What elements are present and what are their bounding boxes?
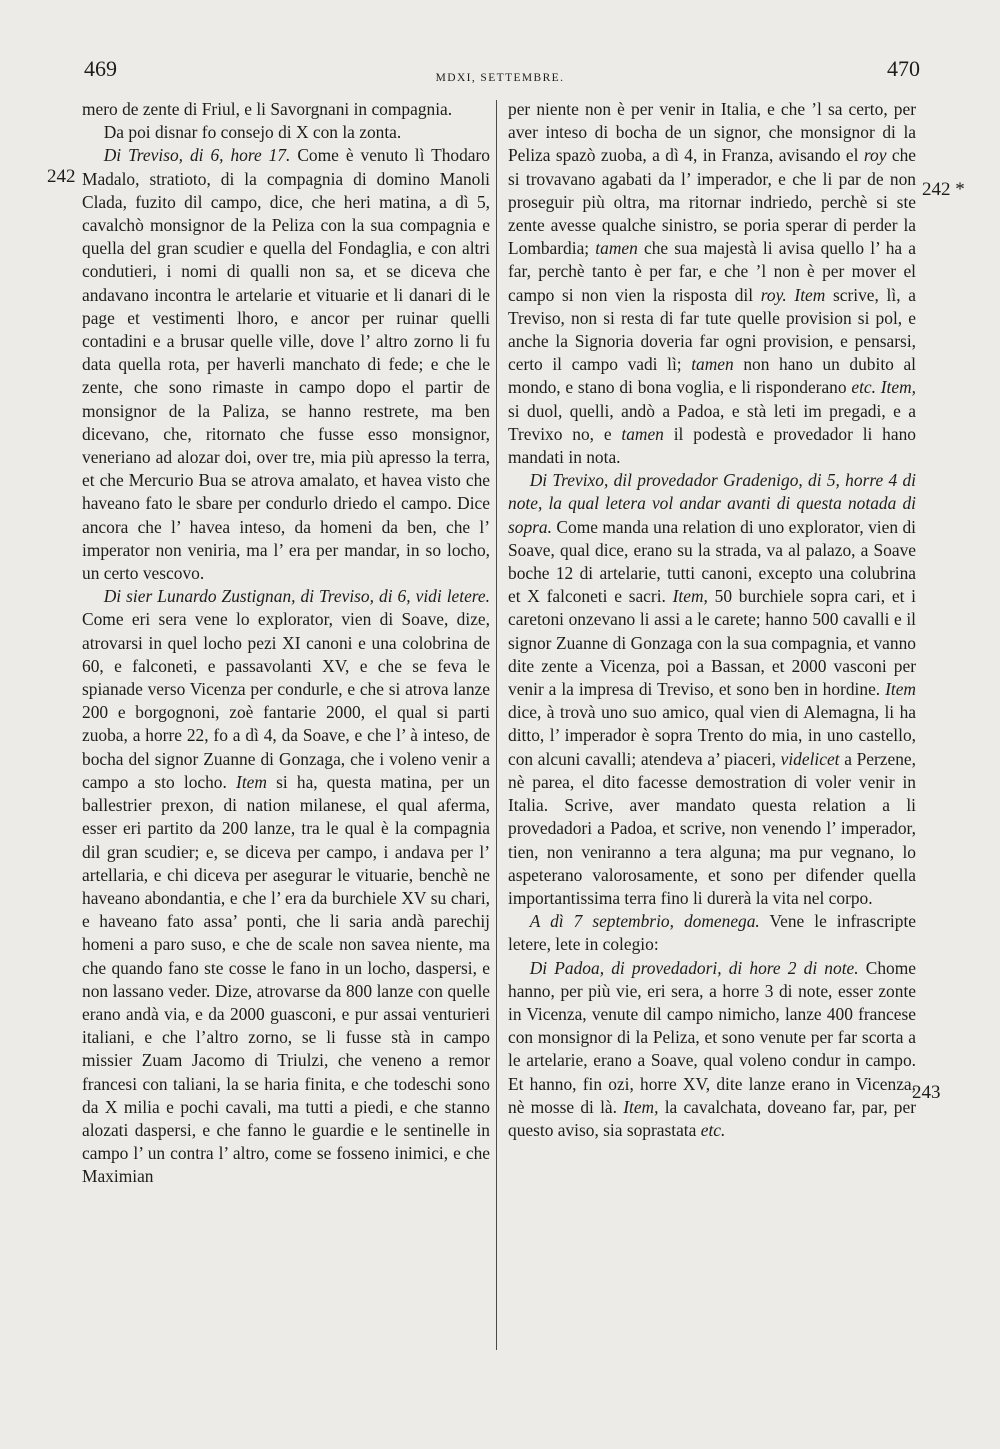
- paragraph: per niente non è per venir in Italia, e che ’l sa certo, per aver inteso di bocha de un signor, che monsignor di la Peliza spazò zuoba, a dì 4, in Franza, avisando el roy che si trovavano agabati da l’ imperador, e che li par de non proseguir più oltra, ma ritornar indriedo, perchè si ste zente avesse qualche sinistro, se poria sperar di perder la Lombardia; tamen che sua majestà li avisa quello l’ ha a far, perchè tanto è per far, e che ’l non è per mover el campo si non vien la risposta dil roy. Item scrive, lì, a Treviso, non si resta di far tute quelle provision si pol, e anche la Signoria doveria far ogni provision, e pensarsi, certo il campo vadi lì; tamen non hano un dubito al mondo, e stano di bona voglia, e li risponderano etc. Item, si duol, quelli, andò a Padoa, e stà leti im pregadi, e a Trevixo no, e tamen il podestà e provedador li hano mandati in nota.: [508, 99, 917, 468]
- right-column: [508, 98, 916, 1142]
- letter-heading: Di Padoa, di provedadori, di hore 2 di note.: [529, 957, 859, 978]
- letter-heading: Di Treviso, di 6, hore 17.: [103, 145, 291, 166]
- column-divider: [496, 100, 497, 1350]
- left-column: [82, 98, 490, 1189]
- paragraph: Di sier Lunardo Zustignan, di Treviso, di 6, vidi letere. Come eri sera vene lo explorator, vien di Soave, dize, atrovarsi in quel locho pezi XI canoni e una colobrina de 60, e falconeti, e passavolanti XV, e che se feva le spianade verso Vicenza per condurle, e che si atrova lanze 200 e borgognoni, zoè fantarie 2000, el qual si parti zuoba, a horre 22, fo a dì 4, da Soave, e che l’ à inteso, de bocha del signor Zuanne di Gonzaga, che i voleno venir a campo a sto locho. Item si ha, questa matina, per un ballestrier prexon, di nation milanese, el qual aferma, esser eri partito da 200 lanze, tra le qual è la compagnia dil gran scudier; e, se diceva per campo, i andava per l’ artellaria, e chi diceva per asegurar le vituarie, benchè ne haveano abondantia, e che l’ era da burchiele XV su chari, e haveano fato assa’ ponti, che li saria andà parechij homeni a paro suso, e che de scale non savea niente, ma che quando fano ste cosse le fano in un locho, daspersi, e non lassano veder. Dize, atrovarse da 800 lanze con quelle erano andà via, e da 2000 guasconi, e pur assai venturieri italiani, e che l’altro zorno, se li fusse stà in campo missier Zuam Jacomo di Triulzi, che veneno a remor francesi con taliani, la se haria finita, e che todeschi sono da X milia e pochi cavali, ma tutti a piedi, e che stanno alozati daspersi, e che fanno le guardie e le sentinelle in campo l’ un contra l’ altro, come se fosseno inimici, e che Maximian: [82, 586, 490, 1187]
- margin-number-left-242: 242: [47, 166, 76, 187]
- date-heading: A dì 7 septembrio, domenega.: [529, 911, 760, 932]
- paragraph: Di Treviso, di 6, hore 17. Come è venuto lì Thodaro Madalo, stratioto, di la compagnia di domino Manoli Clada, fuzito dil campo, dice, che heri matina, a dì 5, cavalchò monsignor de la Peliza con la sua compagnia e quella del gran scudier e quella del Fondaglia, e con altri condutieri, i nomi di qualli non sa, et se diceva che andavano incontra le artelarie et vituarie et li danari di le page et vestimenti lhoro, e ancor per ruinar quelli contadini e a brusar quelle ville, dove l’ altro zorno li fu data quella rota, per haverli manchato di fede; e che le zente, che sono rimaste in campo dopo el partir de monsignor de la Paliza, se hanno restrete, ma ben dicevano, che, ritornato che fusse esso monsignor, veneriano ad alozar doi, over tre, mia più apresso la terra, et che Mercurio Bua se atrova amalato, et havea visto che haveano fato le sbare per condurlo driedo el campo. Dice ancora che l’ havea inteso, da homeni da ben, che l’ imperator non veniria, ma l’ era per mandar, in so locho, un certo vescovo.: [82, 145, 490, 584]
- paragraph: Di Trevixo, dil provedador Gradenigo, di 5, horre 4 di note, la qual letera vol andar avanti di questa notada di sopra. Come manda una relation di uno explorator, vien di Soave, qual dice, erano su la strada, va al palazo, a Soave boche 12 di artelarie, tutti canoni, excepto una colubrina et X falconeti e sacri. Item, 50 burchiele sopra cari, et i caretoni onzevano li assi a le carete; hanno 500 cavalli e il signor Zuanne di Gonzaga con la sua compagnia, et vanno dite zente a Vicenza, poi a Bassan, et 2000 vasconi per venir a la impresa di Treviso, et sono ben in hordine. Item dice, à trovà uno suo amico, qual vien di Alemagna, li ha ditto, l’ imperador è sopra Trento do mia, in uno castello, con alcuni cavalli; atendeva a’ piaceri, videlicet a Perzene, nè parea, el dito facesse demostration di voler venir in Italia. Scrive, aver mandato questa relation a li provedadori a Padoa, et scrive, non venendo l’ imperador, tien, non veniranno a tera alguna; ma pur vegnano, lo aspeterano valorosamente, et sono per difender quella importantissima terra fino li durerà la vita nel corpo.: [508, 470, 917, 908]
- paragraph: Di Padoa, di provedadori, di hore 2 di note. Chome hanno, per più vie, eri sera, a horre 3 di note, esser zonte in Vicenza, venute dil campo nimicho, lanze 400 francese con monsignor di la Peliza, et sono venute per far scorta a le artelarie, erano a Soave, qual voleno condur in campo. Et hanno, fin ozi, horre XV, dite lanze erano in Vicenza, nè mosse di là. Item, la cavalchata, doveano far, par, per questo aviso, sia soprastata etc.: [508, 957, 916, 1140]
- letter-heading: Di sier Lunardo Zustignan, di Treviso, di 6, vidi letere.: [103, 586, 490, 607]
- letter-heading: Di Trevixo, dil provedador Gradenigo, di 5, horre 4 di note, la qual letera vol andar avanti di questa notada di sopra.: [508, 470, 916, 537]
- paragraph: A dì 7 septembrio, domenega. Vene le infrascripte letere, lete in colegio:: [508, 911, 916, 955]
- paragraph: Da poi disnar fo consejo di X con la zonta.: [103, 122, 402, 143]
- running-title: MDXI, SETTEMBRE.: [435, 72, 565, 84]
- page-number-right: 470: [887, 56, 920, 81]
- page-number-left: 469: [84, 56, 117, 81]
- running-head: [80, 56, 920, 96]
- margin-number-right-242: 242 *: [922, 179, 965, 200]
- paragraph: mero de zente di Friul, e li Savorgnani in compagnia.: [82, 99, 453, 119]
- margin-number-right-243: 243: [912, 1082, 941, 1103]
